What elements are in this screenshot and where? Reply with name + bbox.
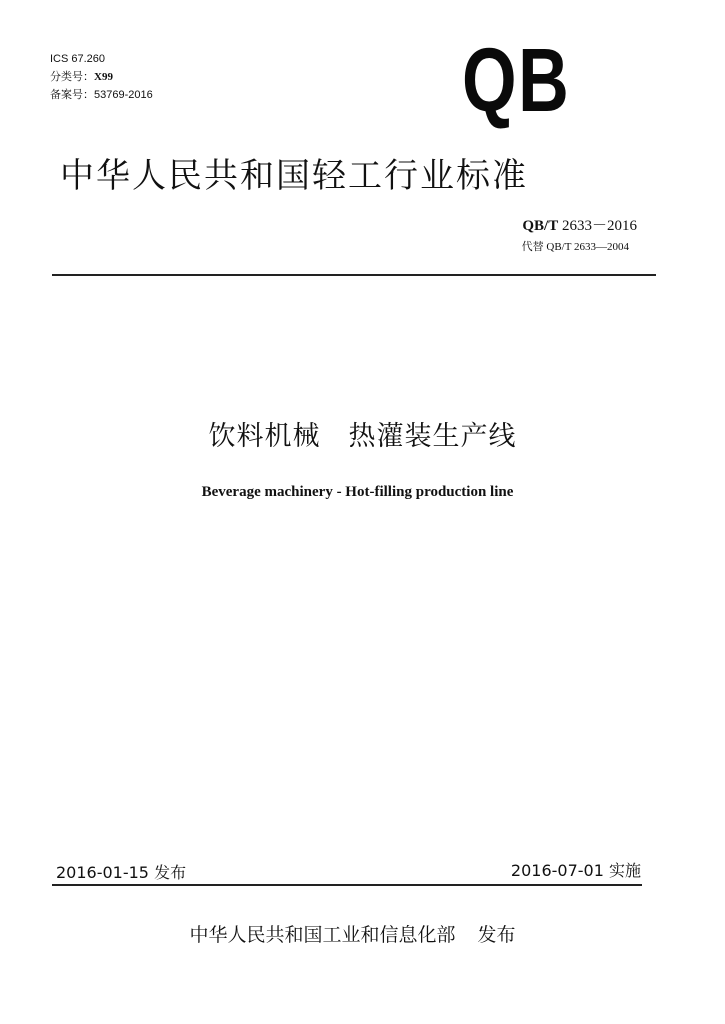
classification-value: X99: [94, 71, 113, 83]
standard-code-number: 2633－2016: [561, 218, 637, 234]
classification-label: 分类号：: [50, 71, 94, 83]
document-title-chinese: 饮料机械 热灌装生产线: [208, 421, 517, 452]
document-metadata: [50, 50, 153, 104]
standard-code: [522, 214, 637, 235]
publisher: [0, 920, 705, 947]
replaces-standard: 代替 QB/T 2633—2004: [521, 241, 629, 253]
publisher-name: 中华人民共和国工业和信息化部: [189, 924, 456, 946]
document-title-english: Beverage machinery - Hot-filling production line: [201, 484, 514, 500]
ics-number: ICS 67.260: [50, 53, 106, 65]
standard-code-prefix: QB/T: [522, 218, 559, 234]
header-divider: [52, 274, 656, 276]
filing-number: 备案号：53769-2016: [50, 89, 153, 101]
issue-date: 2016-01-15 发布: [56, 863, 187, 882]
implementation-date: 2016-07-01 实施: [510, 861, 641, 880]
qb-logo: QB: [462, 31, 571, 131]
classification-number: [50, 68, 153, 86]
footer-divider: [52, 884, 642, 886]
publisher-action: 发布: [477, 924, 516, 946]
standard-category-title: 中华人民共和国轻工行业标准: [60, 156, 528, 196]
